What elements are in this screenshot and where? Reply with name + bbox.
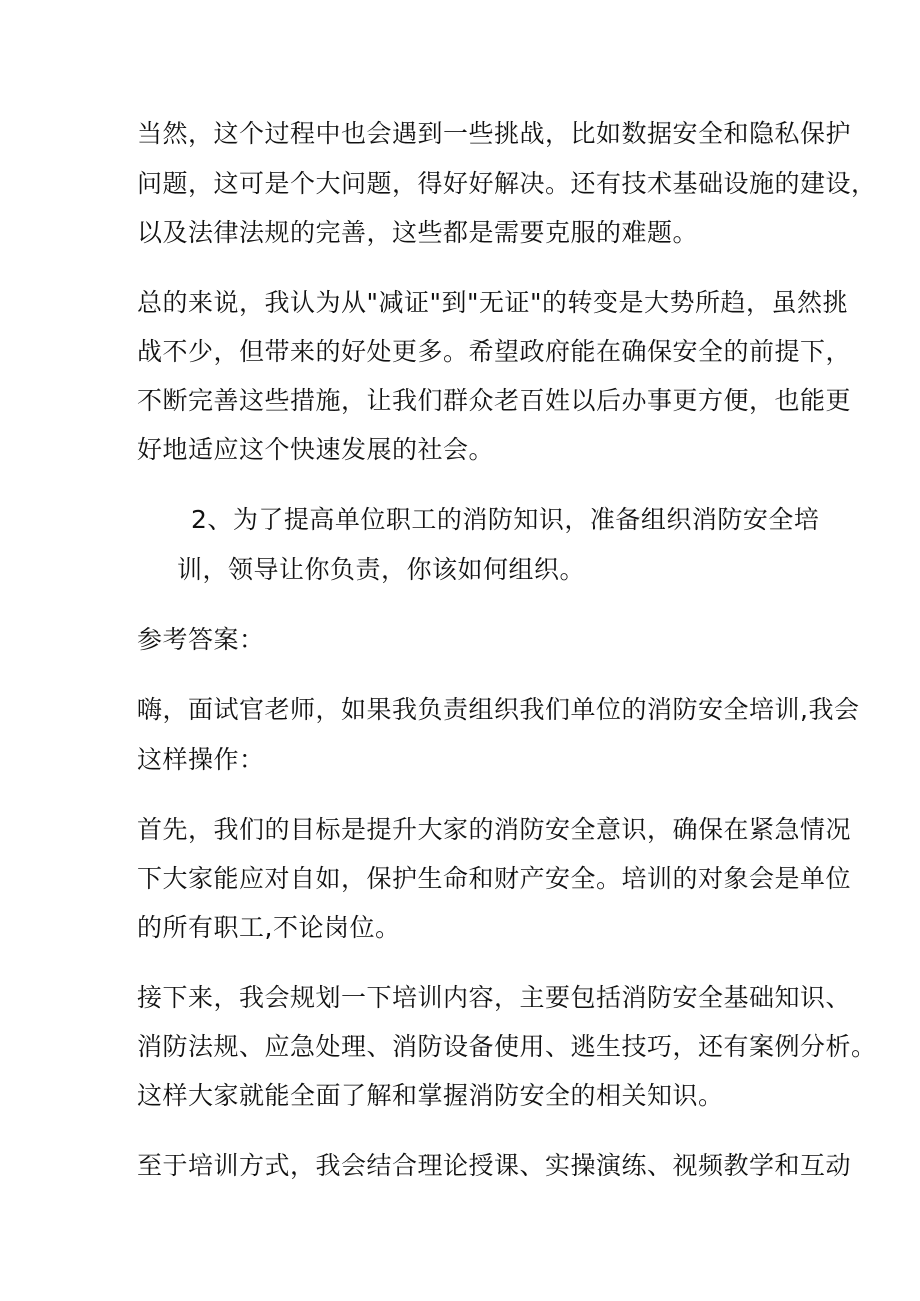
question-line: 2、为了提高单位职工的消防知识，准备组织消防安全培 [191, 505, 820, 534]
text-line: 战不少，但带来的好处更多。希望政府能在确保安全的前提下， [137, 337, 852, 366]
text-line: 至于培训方式，我会结合理论授课、实操演练、视频教学和互动 [137, 1151, 852, 1180]
text-line: 消防法规、应急处理、消防设备使用、逃生技巧，还有案例分析。 [137, 1032, 877, 1061]
text-line: 好地适应这个快速发展的社会。 [137, 435, 495, 464]
text-line: 总的来说，我认为从"减证"到"无证"的转变是大势所趋，虽然挑 [137, 288, 848, 317]
text-line: 嗨，面试官老师，如果我负责组织我们单位的消防安全培训,我会 [137, 695, 860, 724]
text-line: 当然，这个过程中也会遇到一些挑战，比如数据安全和隐私保护 [137, 119, 852, 148]
text-line: 不断完善这些措施，让我们群众老百姓以后办事更方便，也能更 [137, 386, 852, 415]
text-line: 以及法律法规的完善，这些都是需要克服的难题。 [137, 218, 699, 247]
question-line: 训，领导让你负责，你该如何组织。 [177, 555, 586, 584]
text-line: 问题，这可是个大问题，得好好解决。还有技术基础设施的建设， [137, 169, 877, 198]
text-line: 这样大家就能全面了解和掌握消防安全的相关知识。 [137, 1081, 724, 1110]
text-line: 参考答案： [137, 625, 265, 654]
text-line: 这样操作： [137, 745, 265, 774]
text-line: 的所有职工,不论岗位。 [137, 913, 401, 942]
text-line: 首先，我们的目标是提升大家的消防安全意识，确保在紧急情况 [137, 815, 852, 844]
text-line: 接下来，我会规划一下培训内容，主要包括消防安全基础知识、 [137, 983, 852, 1012]
text-line: 下大家能应对自如，保护生命和财产安全。培训的对象会是单位 [137, 864, 852, 893]
